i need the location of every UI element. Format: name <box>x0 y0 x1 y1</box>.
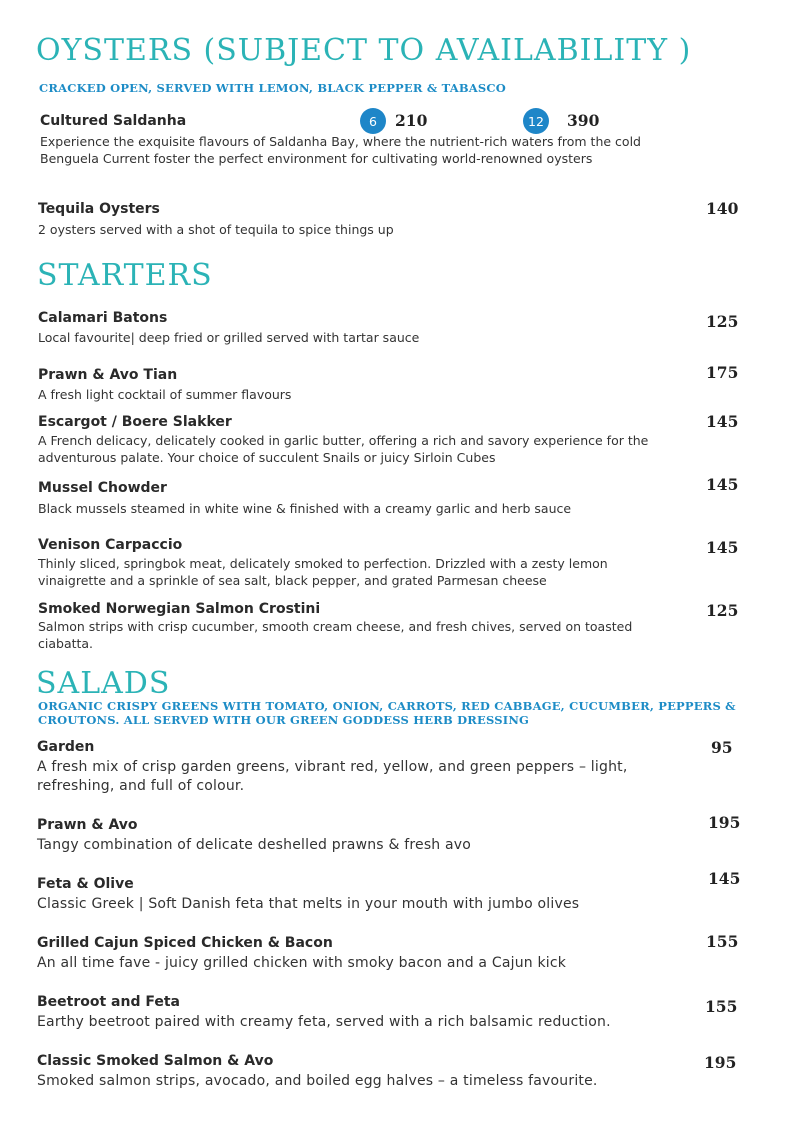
oyster-price-6: 210 <box>395 111 428 130</box>
oysters-heading: OYSTERS (SUBJECT TO AVAILABILITY ) <box>36 33 692 68</box>
oyster-price-12: 390 <box>567 111 600 130</box>
starter-item-name: Prawn & Avo Tian <box>38 367 178 383</box>
starter-price: 125 <box>706 601 739 620</box>
salad-price: 95 <box>711 738 733 757</box>
salad-item-name: Beetroot and Feta <box>37 994 181 1010</box>
starter-item-name: Smoked Norwegian Salmon Crostini <box>38 601 321 617</box>
oyster-item-desc: 2 oysters served with a shot of tequila to spice things up <box>38 222 394 237</box>
starter-price: 125 <box>706 312 739 331</box>
oysters-subtitle: CRACKED OPEN, SERVED WITH LEMON, BLACK PEPPER & TABASCO <box>39 81 506 95</box>
salad-price: 155 <box>706 932 739 951</box>
salad-price: 195 <box>708 813 741 832</box>
starter-item-name: Mussel Chowder <box>38 480 167 496</box>
starter-item-desc: A French delicacy, delicately cooked in garlic butter, offering a rich and savory experience for the adventurous palate. Your choice of succulent Snails or juicy Sirloin Cubes <box>38 433 649 465</box>
starter-item-desc: Black mussels steamed in white wine & finished with a creamy garlic and herb sauce <box>38 501 572 516</box>
salad-item-name: Classic Smoked Salmon & Avo <box>37 1053 274 1069</box>
salad-item-desc: Earthy beetroot paired with creamy feta, served with a rich balsamic reduction. <box>37 1014 611 1030</box>
salad-item-name: Garden <box>37 739 95 755</box>
salads-subtitle: ORGANIC CRISPY GREENS WITH TOMATO, ONION, CARROTS, RED CABBAGE, CUCUMBER, PEPPERS & CROUTONS. ALL SERVED WITH OUR GREEN GODDESS HERB DRESSING <box>38 699 736 727</box>
starter-item-desc: Local favourite| deep fried or grilled served with tartar sauce <box>38 330 420 345</box>
salad-price: 155 <box>705 997 738 1016</box>
starter-item-name: Calamari Batons <box>38 310 168 326</box>
oyster-price: 140 <box>706 199 739 218</box>
starter-price: 145 <box>706 475 739 494</box>
salads-heading: SALADS <box>36 666 171 701</box>
oyster-item-name: Tequila Oysters <box>38 201 160 217</box>
oyster-item-desc: Experience the exquisite flavours of Saldanha Bay, where the nutrient-rich waters from the cold Benguela Current foster the perfect environment for cultivating world-renowned oysters <box>40 134 641 166</box>
salad-item-desc: Classic Greek | Soft Danish feta that melts in your mouth with jumbo olives <box>37 896 580 912</box>
starter-item-desc: A fresh light cocktail of summer flavours <box>38 387 292 402</box>
salad-item-desc: An all time fave - juicy grilled chicken with smoky bacon and a Cajun kick <box>37 955 567 971</box>
salad-item-name: Prawn & Avo <box>37 817 138 833</box>
starter-item-desc: Salmon strips with crisp cucumber, smooth cream cheese, and fresh chives, served on toasted ciabatta. <box>38 619 633 651</box>
quantity-badge-12: 12 <box>523 108 549 134</box>
starter-price: 145 <box>706 412 739 431</box>
salad-item-desc: A fresh mix of crisp garden greens, vibrant red, yellow, and green peppers – light, refreshing, and full of colour. <box>37 759 628 794</box>
salad-price: 195 <box>704 1053 737 1072</box>
starter-item-name: Venison Carpaccio <box>38 537 183 553</box>
salad-item-name: Feta & Olive <box>37 876 134 892</box>
starter-item-desc: Thinly sliced, springbok meat, delicately smoked to perfection. Drizzled with a zesty lemon vinaigrette and a sprinkle of sea salt, black pepper, and grated Parmesan cheese <box>38 556 608 588</box>
starter-price: 175 <box>706 363 739 382</box>
starter-item-name: Escargot / Boere Slakker <box>38 414 232 430</box>
salad-price: 145 <box>708 869 741 888</box>
salad-item-desc: Tangy combination of delicate deshelled prawns & fresh avo <box>37 837 472 853</box>
starter-price: 145 <box>706 538 739 557</box>
quantity-badge-6: 6 <box>360 108 386 134</box>
salad-item-desc: Smoked salmon strips, avocado, and boiled egg halves – a timeless favourite. <box>37 1073 598 1089</box>
oyster-item-name: Cultured Saldanha <box>40 113 187 129</box>
salad-item-name: Grilled Cajun Spiced Chicken & Bacon <box>37 935 333 951</box>
starters-heading: STARTERS <box>37 258 213 293</box>
